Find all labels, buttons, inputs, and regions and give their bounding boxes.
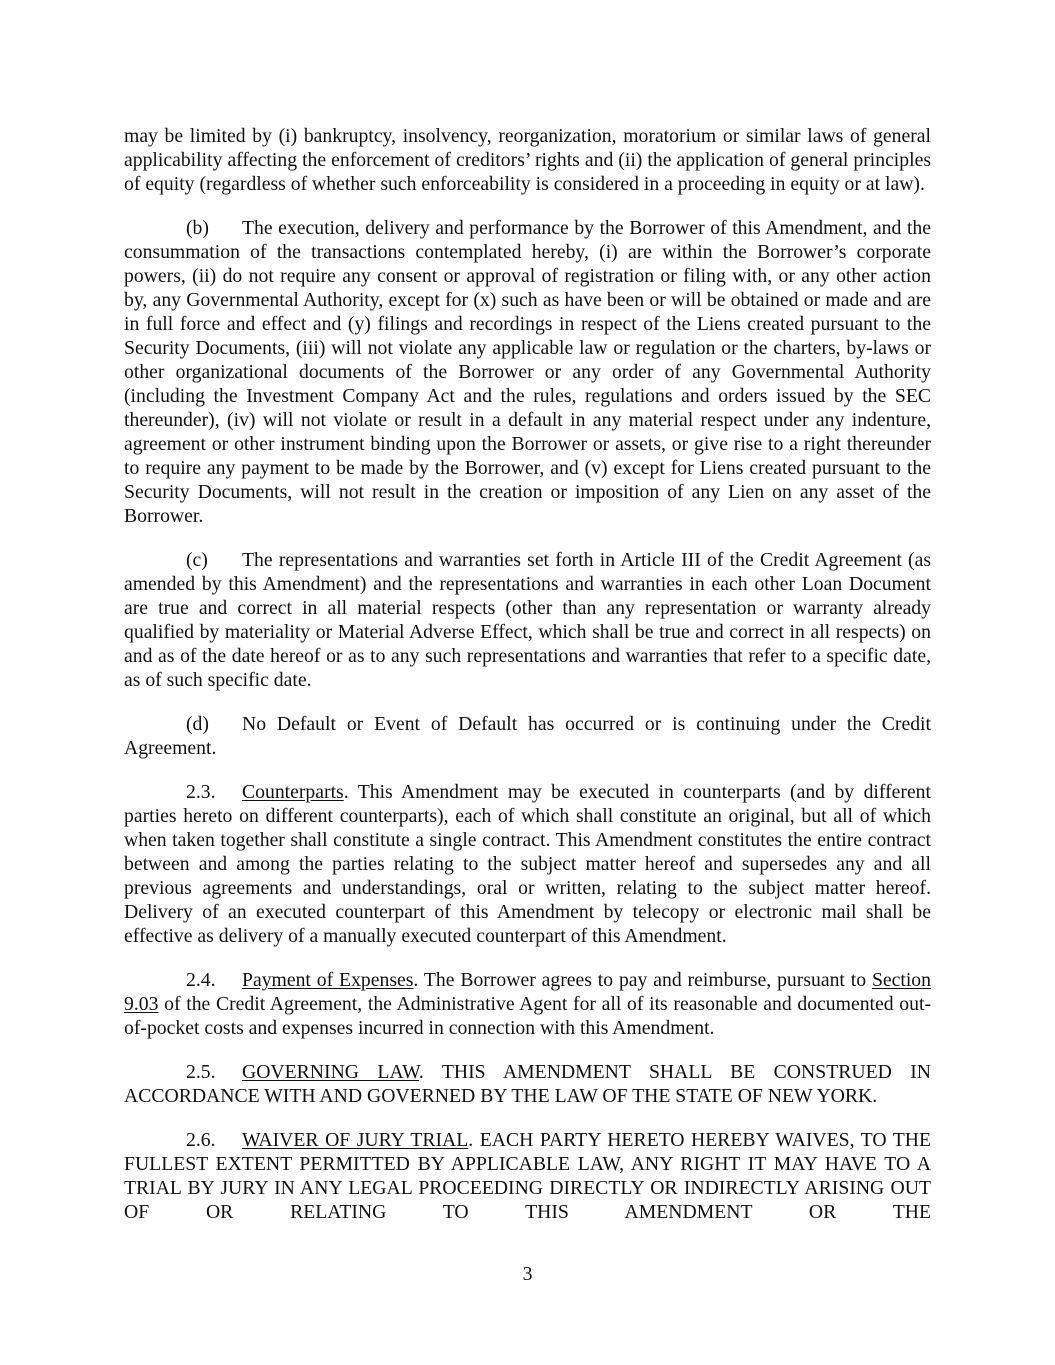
section-reference: Section 9.03 [124, 969, 931, 1015]
paragraph-text: The representations and warranties set forth in Article III of the Credit Agreement (as amended by this Amendment) and the representations and warranties in each other Loan Document are true and correct in all material respects (other than any representation or warranty already qualified by materiality or Material Adverse Effect, which shall be true and correct in all respects) on and as of the date hereof or as to any such representations and warranties that refer to a specific date, as of such specific date. [124, 549, 931, 691]
section-number: 2.3. [186, 781, 216, 803]
section-heading: GOVERNING LAW [242, 1061, 419, 1083]
paragraph-label: (c) [186, 549, 208, 571]
page-number: 3 [522, 1263, 533, 1285]
paragraph-text: No Default or Event of Default has occurred or is continuing under the Credit Agreement. [124, 713, 931, 759]
section-2-6 [124, 1128, 931, 1224]
section-heading: Counterparts [242, 781, 344, 803]
section-2-4 [124, 968, 931, 1040]
section-number: 2.4. [186, 969, 216, 991]
paragraph-b [124, 216, 931, 528]
section-2-5 [124, 1060, 931, 1108]
paragraph-c [124, 548, 931, 692]
section-heading: WAIVER OF JURY TRIAL [242, 1129, 469, 1151]
document-page [124, 124, 931, 1224]
section-number: 2.5. [186, 1061, 216, 1083]
section-2-3 [124, 780, 931, 948]
section-number: 2.6. [186, 1129, 216, 1151]
section-text: . This Amendment may be executed in counterparts (and by different parties hereto on different counterparts), each of which shall constitute an original, but all of which when taken together shall constitute a single contract. This Amendment constitutes the entire contract between and among the parties relating to the subject matter hereof and supersedes any and all previous agreements and understandings, oral or written, relating to the subject matter hereof. Delivery of an executed counterpart of this Amendment by telecopy or electronic mail shall be effective as delivery of a manually executed counterpart of this Amendment. [124, 781, 931, 947]
paragraph-text: The execution, delivery and performance by the Borrower of this Amendment, and the consummation of the transactions contemplated hereby, (i) are within the Borrower’s corporate powers, (ii) do not require any consent or approval of registration or filing with, or any other action by, any Governmental Authority, except for (x) such as have been or will be obtained or made and are in full force and effect and (y) filings and recordings in respect of the Liens created pursuant to the Security Documents, (iii) will not violate any applicable law or regulation or the charters, by-laws or other organizational documents of the Borrower or any order of any Governmental Authority (including the Investment Company Act and the rules, regulations and orders issued by the SEC thereunder), (iv) will not violate or result in a default in any material respect under any indenture, agreement or other instrument binding upon the Borrower or assets, or give rise to a right thereunder to require any payment to be made by the Borrower, and (v) except for Liens created pursuant to the Security Documents, will not result in the creation or imposition of any Lien on any asset of the Borrower. [124, 217, 931, 527]
section-text: . EACH PARTY HERETO HEREBY WAIVES, TO THE FULLEST EXTENT PERMITTED BY APPLICABLE LAW, ANY RIGHT IT MAY HAVE TO A TRIAL BY JURY IN ANY LEGAL PROCEEDING DIRECTLY OR INDIRECTLY ARISING OUT OF OR RELATING TO THIS AMENDMENT OR THE [124, 1129, 931, 1223]
paragraph-label: (d) [186, 713, 209, 735]
section-text: . THIS AMENDMENT SHALL BE CONSTRUED IN ACCORDANCE WITH AND GOVERNED BY THE LAW OF THE STATE OF NEW YORK. [124, 1061, 931, 1107]
section-heading: Payment of Expenses [242, 969, 414, 991]
paragraph-label: (b) [186, 217, 209, 239]
paragraph-intro: may be limited by (i) bankruptcy, insolvency, reorganization, moratorium or similar laws of general applicability affecting the enforcement of creditors’ rights and (ii) the application of general principles of equity (regardless of whether such enforceability is considered in a proceeding in equity or at law). [124, 125, 931, 195]
section-text: . The Borrower agrees to pay and reimburse, pursuant to [413, 969, 872, 991]
paragraph-d [124, 712, 931, 760]
section-text-continued: of the Credit Agreement, the Administrative Agent for all of its reasonable and documented out-of-pocket costs and expenses incurred in connection with this Amendment. [124, 993, 931, 1039]
